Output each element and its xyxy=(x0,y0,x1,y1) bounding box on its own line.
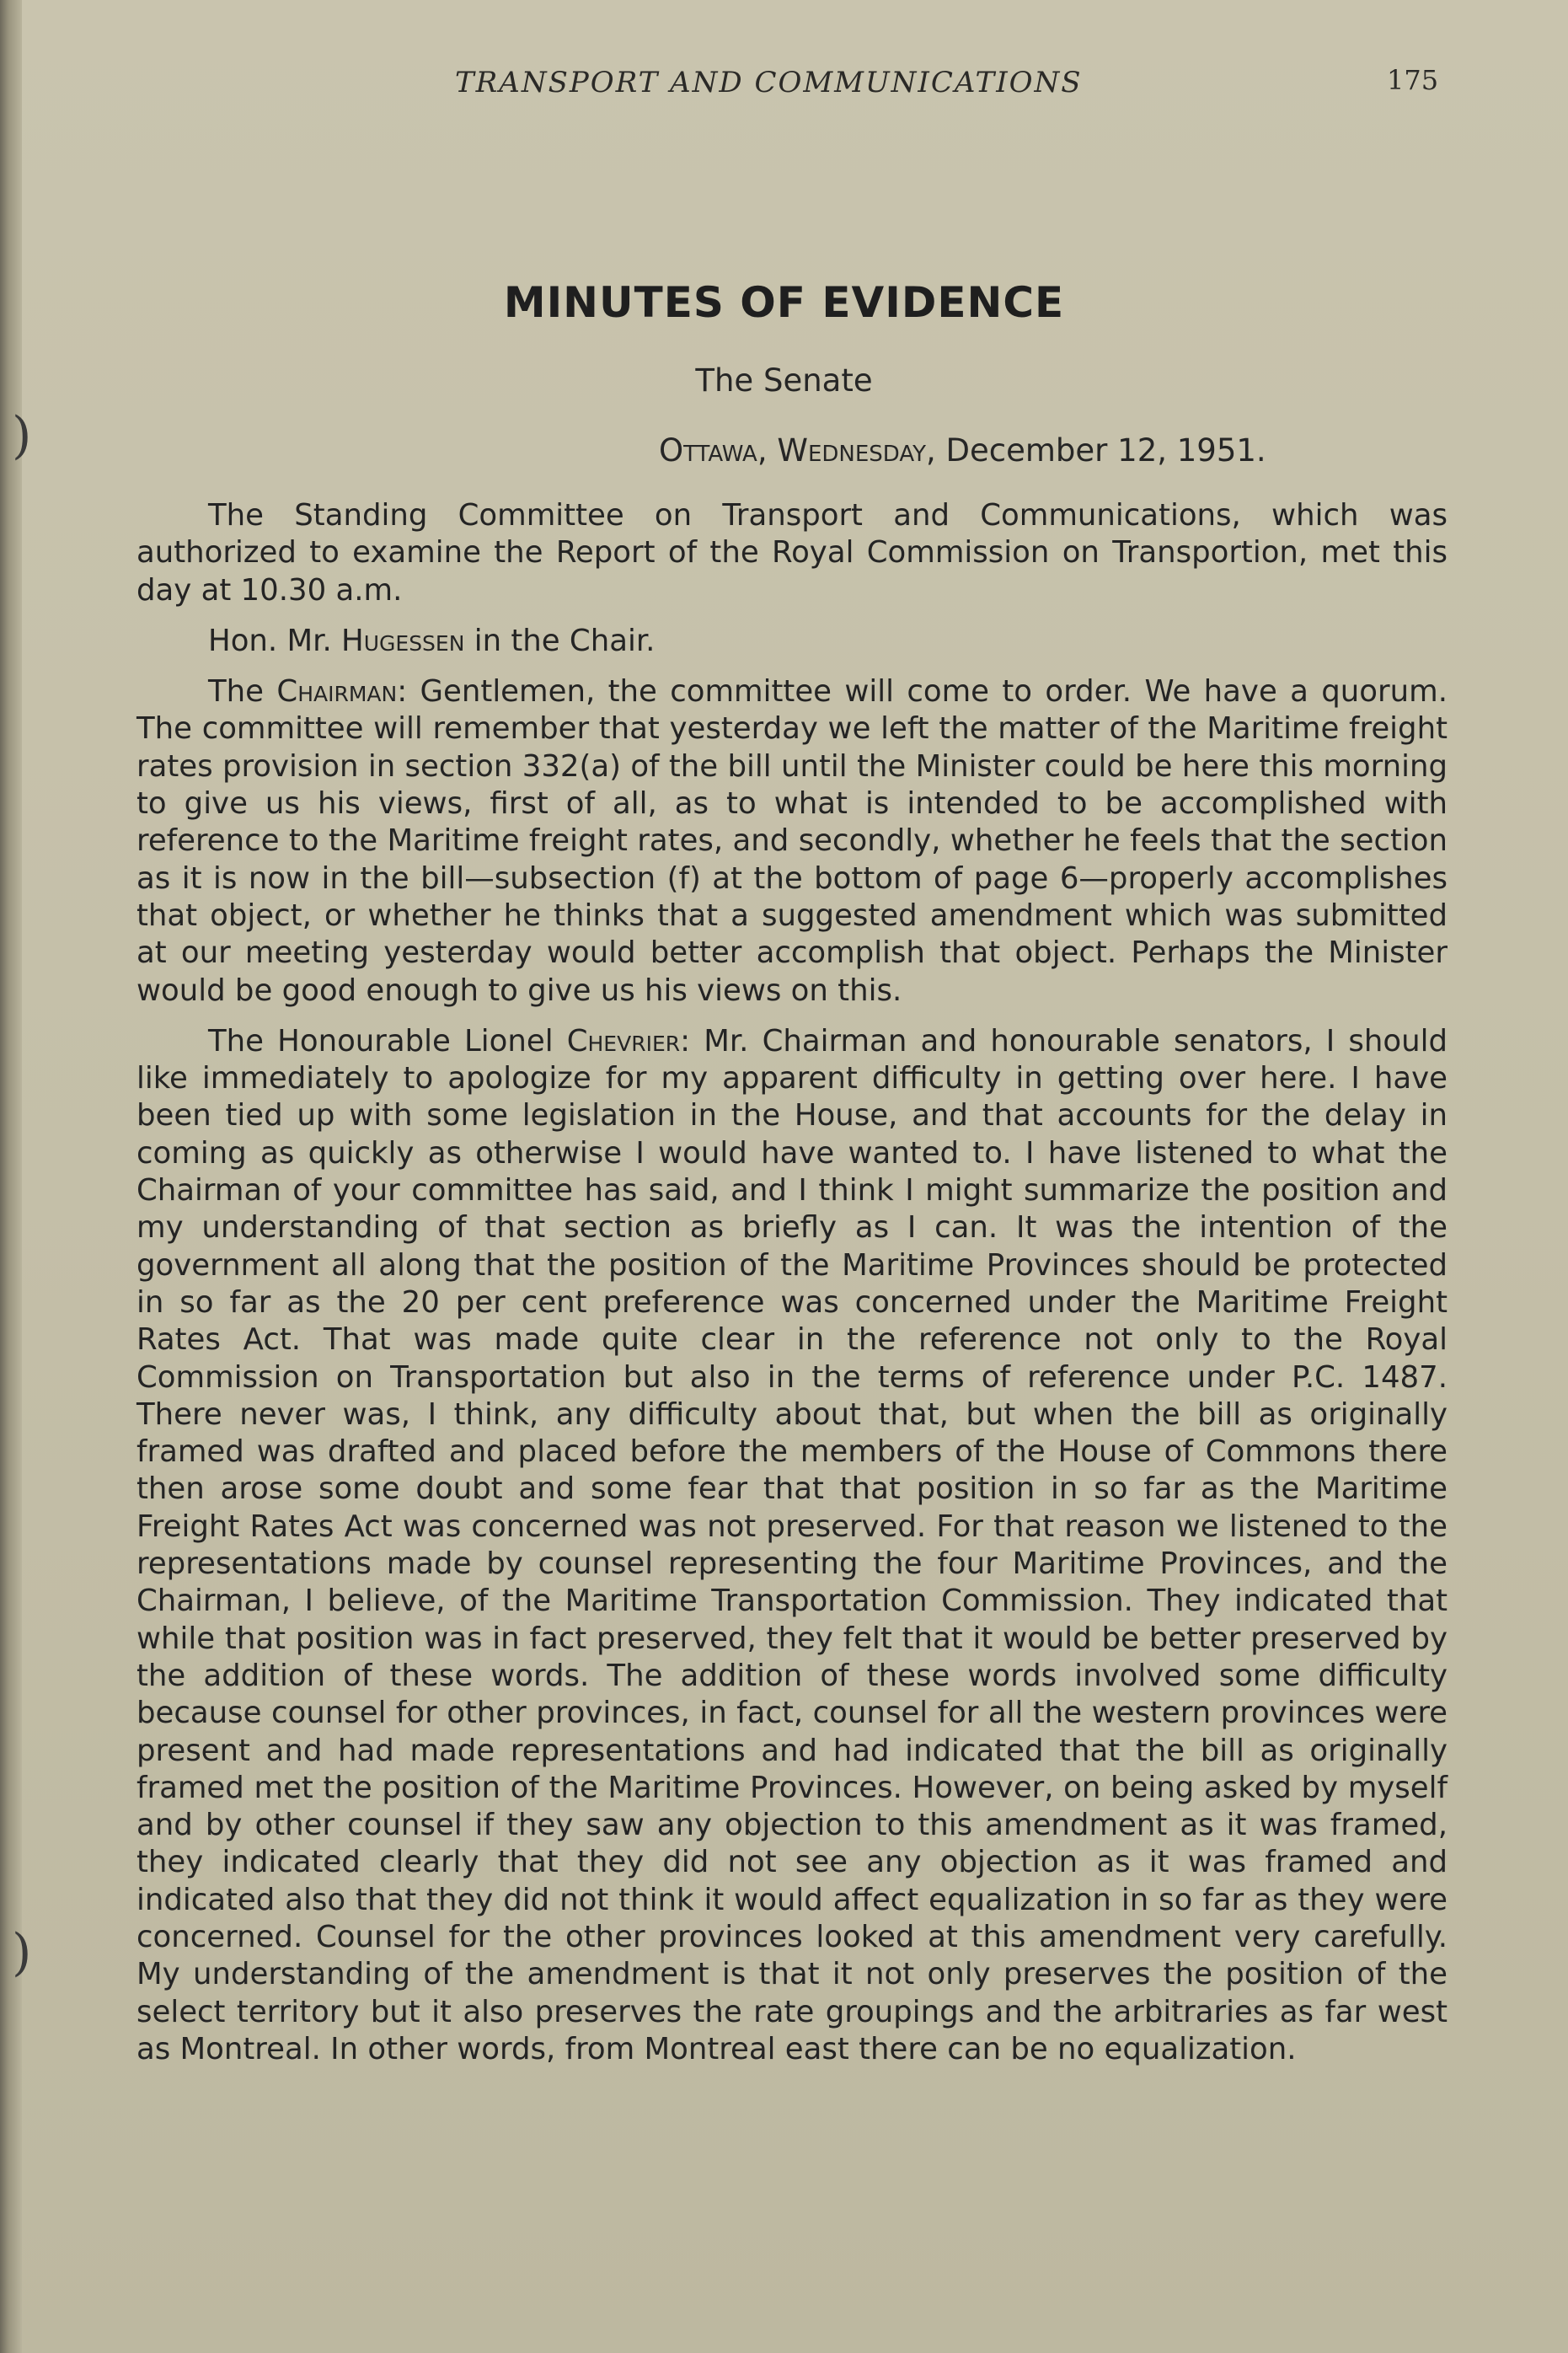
dateline xyxy=(659,432,1266,469)
paragraph-text: The Standing Committee on Transport and Communications, which was authorized to examine the Report of the Royal Commission on Transportion, met this day at 10.30 a.m. xyxy=(136,498,1448,608)
paragraph-chair xyxy=(136,623,1448,660)
subheading: The Senate xyxy=(695,362,873,399)
binding-mark: ) xyxy=(12,1923,32,1982)
paragraph-text: Mr. Chairman and honourable senators, I should like immediately to apologize for my apparent difficulty in getting over here. I have been tied up with some legislation in the House, and that accounts for the delay in coming as quickly as otherwise I would have wanted to. I have listened to what the Chairman of your committee has said, and I think I might summarize the position and my understanding of that section as briefly as I can. It was the intention of the government all along that the position of the Maritime Provinces should be protected in so far as the 20 per cent preference was concerned under the Maritime Freight Rates Act. That was made quite clear in the reference not only to the Royal Commission on Transportation but also in the terms of reference under P.C. 1487. There never was, I think, any difficulty about that, but when the bill as originally framed was drafted and placed before the members of the House of Commons there then arose some doubt and some fear that that position in so far as the Maritime Freight Rates Act was concerned was not preserved. For that reason we listened to the representations made by counsel representing the four Maritime Provinces, and the Chairman, I believe, of the Maritime Transportation Commission. They indicated that while that position was in fact preserved, they felt that it would be better preserved by the addition of these words. The addition of these words involved some difficulty because counsel for other provinces, in fact, counsel for all the western provinces were present and had made representations and had indicated that the bill as originally framed met the position of the Maritime Provinces. However, on being asked by myself and by other counsel if they saw any objection to this amendment as it was framed, they indicated clearly that they did not see any objection as it was framed and indicated also that they did not think it would affect equalization in so far as they were concerned. Counsel for the other provinces looked at this amendment very carefully. My understanding of the amendment is that it not only preserves the position of the select territory but it also preserves the rate groupings and the arbitraries as far west as Montreal. In other words, from Montreal east there can be no equalization. xyxy=(136,1023,1448,2066)
speaker-name: Chevrier: xyxy=(566,1023,691,1059)
paragraph-text: in the Chair. xyxy=(474,623,656,658)
paragraph-prefix: The xyxy=(208,674,265,710)
page-title: MINUTES OF EVIDENCE xyxy=(503,278,1065,327)
paragraph-prefix: The Honourable Lionel xyxy=(208,1023,554,1059)
book-spine xyxy=(0,0,22,2353)
paragraph-text: Gentlemen, the committee will come to order. We have a quorum. The committee will remember that yesterday we left the matter of the Maritime freight rates provision in section 332(a) of the bill until the Minister could be here this morning to give us his views, first of all, as to what is intended to be accomplished with reference to the Maritime freight rates, and secondly, whether he feels that the section as it is now in the bill—subsection (f) at the bottom of page 6—properly accomplishes that object, or whether he thinks that a suggested amendment which was submitted at our meeting yesterday would better accomplish that object. Perhaps the Minister would be good enough to give us his views on this. xyxy=(136,674,1448,1008)
body-text xyxy=(136,497,1448,2082)
dateline-place-day: Ottawa, Wednesday, xyxy=(659,432,936,469)
dateline-date: December 12, 1951. xyxy=(945,432,1266,469)
speaker-name: Hugessen xyxy=(341,623,465,658)
binding-mark: ) xyxy=(12,406,32,465)
page-number: 175 xyxy=(1387,64,1439,96)
running-title: TRANSPORT AND COMMUNICATIONS xyxy=(455,66,1083,99)
running-head xyxy=(0,66,1568,108)
paragraph-chairman xyxy=(136,673,1448,1010)
paragraph-opening xyxy=(136,497,1448,609)
paragraph-prefix: Hon. Mr. xyxy=(208,623,332,658)
paragraph-chevrier xyxy=(136,1023,1448,2068)
speaker-name: Chairman: xyxy=(276,674,408,710)
